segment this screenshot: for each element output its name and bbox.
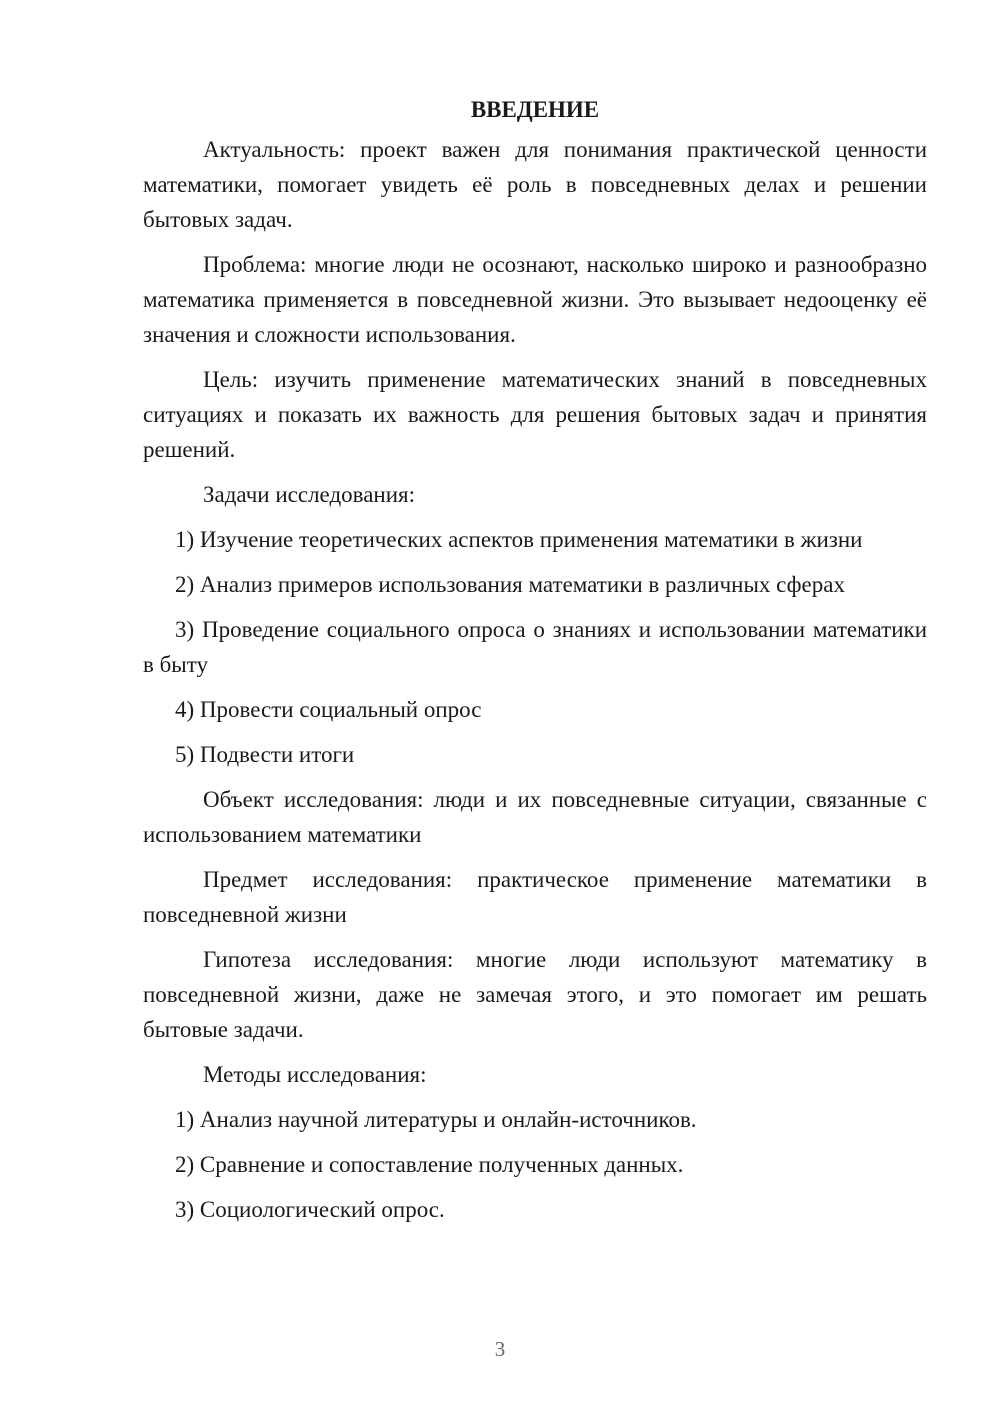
paragraph-methods-heading: Методы исследования:: [203, 1062, 427, 1087]
page-content: [143, 92, 927, 1237]
paragraph-goal: Цель: изучить применение математических знаний в повседневных ситуациях и показать их важность для решения бытовых задач и принятия решений.: [143, 367, 927, 462]
paragraph-object: Объект исследования: люди и их повседневные ситуации, связанные с использованием математики: [143, 787, 927, 847]
section-heading: ВВЕДЕНИЕ: [470, 97, 600, 122]
list-item-task-1: 1) Изучение теоретических аспектов применения математики в жизни: [175, 527, 863, 552]
list-item-task-2: 2) Анализ примеров использования математики в различных сферах: [175, 572, 845, 597]
list-item-task-3: 3) Проведение социального опроса о знаниях и использовании математики в быту: [143, 617, 927, 677]
page-number: 3: [494, 1337, 506, 1361]
paragraph-problem: Проблема: многие люди не осознают, насколько широко и разнообразно математика применяется в повседневной жизни. Это вызывает недооценку её значения и сложности использования.: [143, 252, 927, 347]
list-item-method-3: 3) Социологический опрос.: [175, 1197, 445, 1222]
paragraph-relevance: Актуальность: проект важен для понимания практической ценности математики, помогает увидеть её роль в повседневных делах и решении бытовых задач.: [143, 137, 927, 232]
list-item-method-2: 2) Сравнение и сопоставление полученных данных.: [175, 1152, 684, 1177]
list-item-task-5: 5) Подвести итоги: [175, 742, 355, 767]
list-item-method-1: 1) Анализ научной литературы и онлайн-источников.: [175, 1107, 697, 1132]
paragraph-subject: Предмет исследования: практическое применение математики в повседневной жизни: [143, 867, 927, 927]
paragraph-tasks-heading: Задачи исследования:: [203, 482, 416, 507]
paragraph-hypothesis: Гипотеза исследования: многие люди используют математику в повседневной жизни, даже не замечая этого, и это помогает им решать бытовые задачи.: [143, 947, 927, 1042]
list-item-task-4: 4) Провести социальный опрос: [175, 697, 482, 722]
